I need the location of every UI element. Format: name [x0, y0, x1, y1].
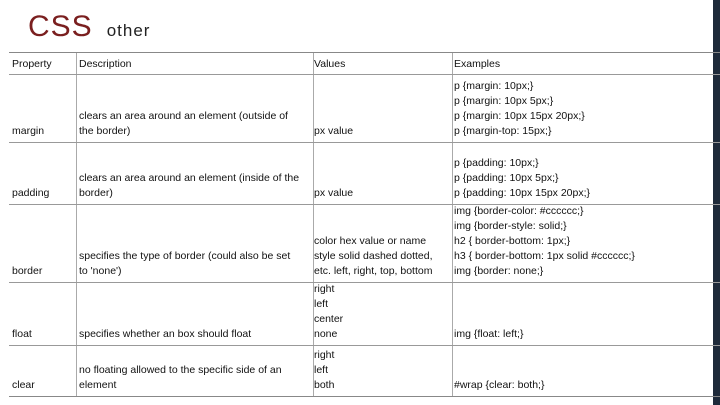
cell-examples: img {float: left;}	[454, 328, 524, 340]
cell-values: color hex value or name style solid dashed dotted, etc. left, right, top, bottom	[314, 235, 433, 277]
table-row-border	[9, 205, 720, 283]
table-header-row	[9, 53, 720, 75]
title-main: CSS	[28, 10, 93, 43]
title-sub: other	[106, 21, 151, 40]
table-row-padding	[9, 143, 720, 205]
table-row-margin	[9, 75, 720, 143]
cell-examples: #wrap {clear: both;}	[454, 379, 545, 391]
cell-examples: img {border-color: #cccccc;} img {border-style: solid;} h2 { border-bottom: 1px;} h3 { border-bottom: 1px solid #cccccc;} img {border: none;}	[454, 205, 635, 277]
cell-property: border	[12, 265, 43, 277]
cell-description: specifies the type of border (could also be set to 'none')	[79, 250, 291, 277]
slide-title	[28, 10, 150, 44]
cell-property: margin	[12, 125, 45, 137]
cell-property: float	[12, 328, 32, 340]
cell-values: right left center none	[314, 283, 344, 340]
header-values: Values	[314, 58, 346, 70]
cell-values: px value	[314, 125, 354, 137]
cell-property: clear	[12, 379, 35, 391]
css-properties-table	[9, 52, 720, 397]
cell-examples: p {margin: 10px;} p {margin: 10px 5px;} p {margin: 10px 15px 20px;} p {margin-top: 15px;}	[454, 80, 585, 137]
cell-description: no floating allowed to the specific side of an element	[79, 364, 282, 391]
table-row-clear	[9, 346, 720, 396]
header-property: Property	[12, 58, 52, 70]
cell-examples: p {padding: 10px;} p {padding: 10px 5px;} p {padding: 10px 15px 20px;}	[454, 157, 591, 199]
cell-description: clears an area around an element (inside of the border)	[79, 172, 300, 199]
table-row-float	[9, 283, 720, 346]
header-description: Description	[79, 58, 132, 70]
cell-property: padding	[12, 187, 50, 199]
cell-description: clears an area around an element (outside of the border)	[79, 110, 288, 137]
cell-values: right left both	[314, 349, 335, 391]
header-examples: Examples	[454, 58, 501, 70]
cell-values: px value	[314, 187, 354, 199]
cell-description: specifies whether an box should float	[79, 328, 252, 340]
